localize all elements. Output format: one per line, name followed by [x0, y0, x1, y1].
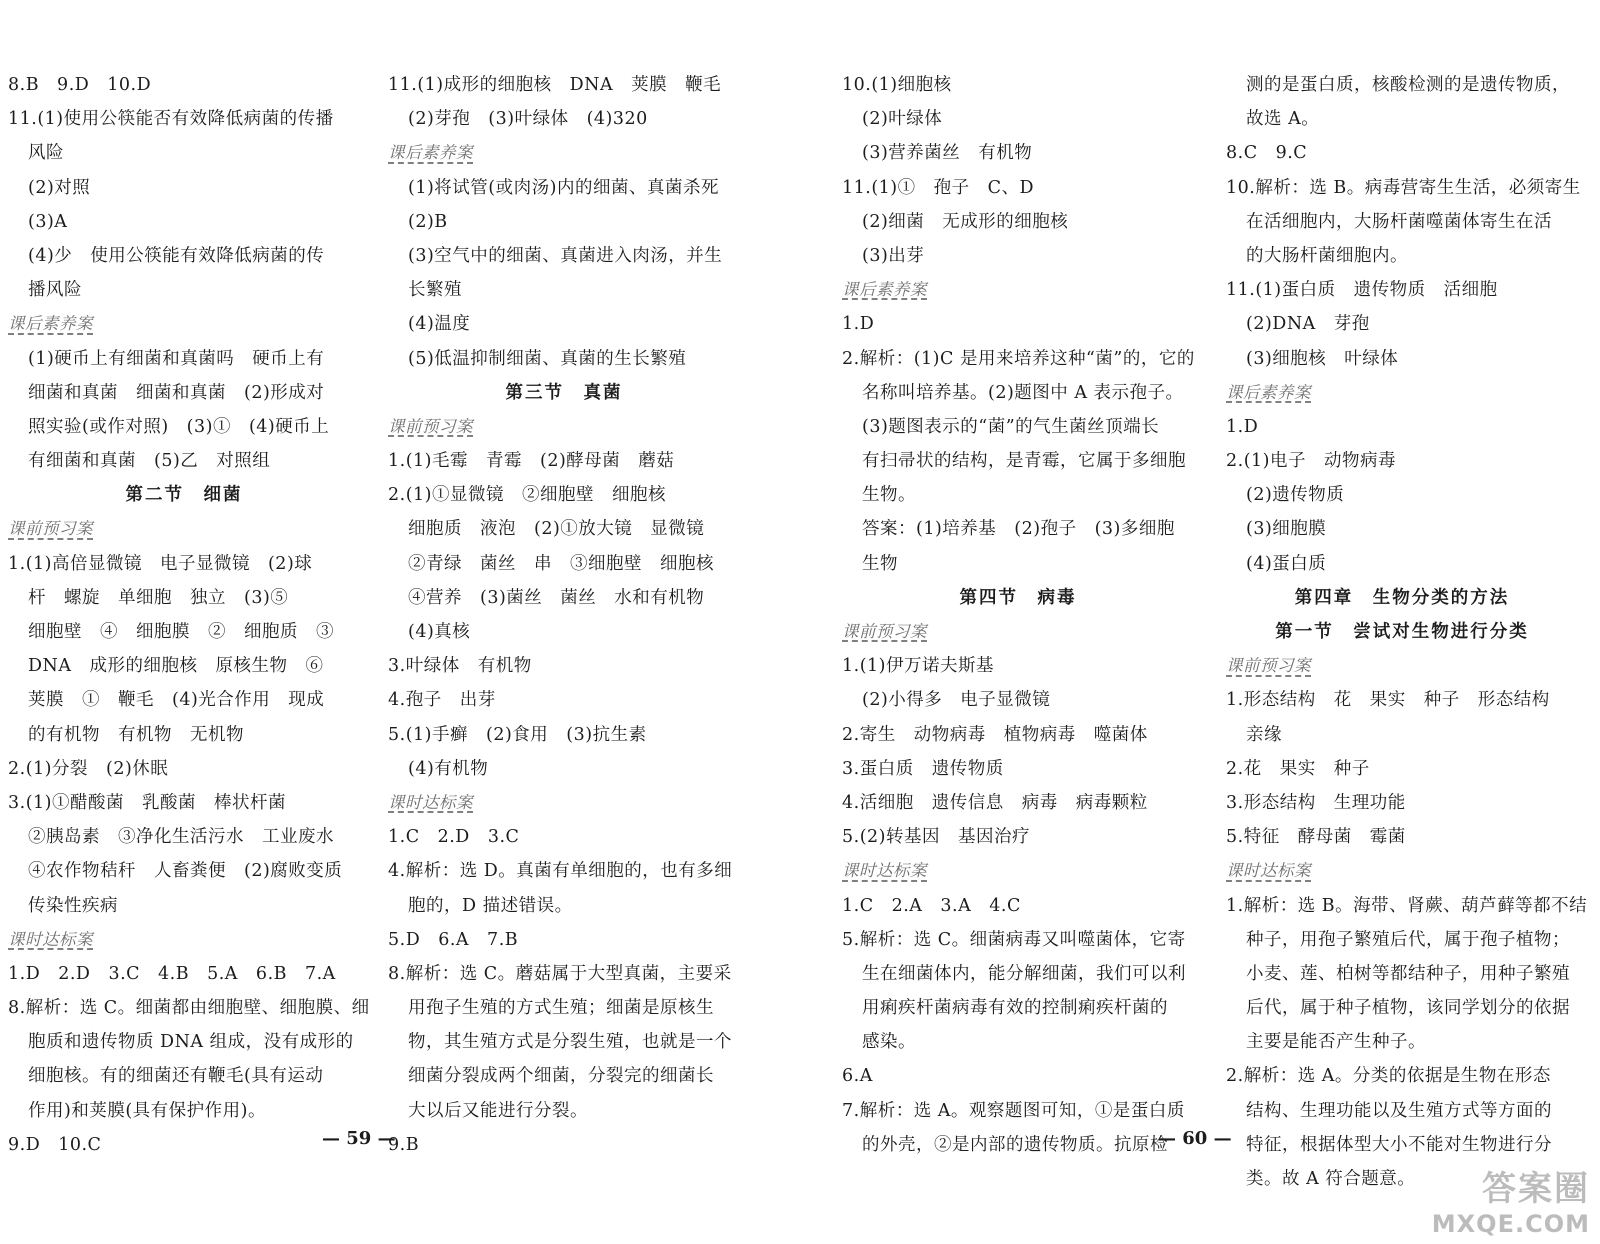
answer-line: (2)DNA 芽孢: [1246, 314, 1370, 335]
answer-line: 风险: [28, 143, 64, 164]
answer-line: 9.D 10.C: [8, 1134, 102, 1155]
section-tag-label: 课后素养案: [8, 314, 93, 334]
answer-line: 有扫帚状的结构，是青霉，它属于多细胞: [862, 451, 1186, 472]
answer-line: 故选 A。: [1246, 109, 1320, 130]
answer-line: 细胞壁 ④ 细胞膜 ② 细胞质 ③: [28, 622, 334, 642]
answer-line: 1.C 2.D 3.C: [388, 827, 520, 848]
answer-line: 后代，属于种子植物，该同学划分的依据: [1246, 998, 1570, 1019]
answer-line: 名称叫培养基。(2)题图中 A 表示孢子。: [862, 382, 1184, 403]
answer-line: 1.C 2.A 3.A 4.C: [842, 895, 1021, 916]
answer-line: 8.解析：选 C。细菌都由细胞壁、细胞膜、细: [8, 998, 370, 1019]
answer-line: 9.B: [388, 1134, 420, 1155]
answer-line: 1.(1)伊万诺夫斯基: [842, 656, 994, 677]
section-tag: [1226, 854, 1578, 888]
answer-line: 长繁殖: [408, 280, 462, 301]
section-tag: [8, 307, 360, 341]
section-tag-label: 课后素养案: [388, 143, 473, 163]
answer-line: 结构、生理功能以及生殖方式等方面的: [1246, 1100, 1552, 1121]
section-tag: [388, 136, 740, 170]
watermark-url: MXQE.COM: [1431, 1210, 1590, 1238]
answer-line: 荚膜 ① 鞭毛 (4)光合作用 现成: [28, 690, 325, 711]
answer-column-2: [388, 68, 740, 1162]
answer-line: 的外壳，②是内部的遗传物质。抗原检: [862, 1134, 1168, 1155]
answer-line: 2.(1)电子 动物病毒: [1226, 451, 1396, 472]
answer-line: 5.特征 酵母菌 霉菌: [1226, 827, 1406, 848]
answer-line: 11.(1)蛋白质 遗传物质 活细胞: [1226, 280, 1498, 301]
answer-line: 作用)和荚膜(具有保护作用)。: [28, 1100, 266, 1121]
section-heading: 第二节 细菌: [125, 485, 243, 506]
section-heading: 第一节 尝试对生物进行分类: [1275, 622, 1529, 642]
answer-line: (3)题图表示的“菌”的气生菌丝顶端长: [862, 416, 1160, 437]
answer-line: 亲缘: [1246, 724, 1282, 745]
section-tag-label: 课时达标案: [1226, 861, 1311, 881]
section-tag-label: 课后素养案: [1226, 382, 1311, 402]
section-tag: [842, 615, 1194, 649]
answer-line: 照实验(或作对照) (3)① (4)硬币上: [28, 416, 330, 437]
answer-line: (2)B: [408, 211, 448, 232]
section-tag: [8, 512, 360, 546]
answer-line: 胞质和遗传物质 DNA 组成，没有成形的: [28, 1032, 354, 1053]
answer-line: 3.形态结构 生理功能: [1226, 792, 1406, 813]
answer-line: (3)A: [28, 211, 68, 232]
answer-line: 的大肠杆菌细胞内。: [1246, 245, 1408, 266]
answer-line: 杆 螺旋 单细胞 独立 (3)⑤: [28, 587, 289, 608]
answer-line: 细菌和真菌 细菌和真菌 (2)形成对: [28, 382, 325, 403]
answer-line: 8.解析：选 C。蘑菇属于大型真菌，主要采: [388, 963, 732, 984]
answer-line: 2.解析：选 A。分类的依据是生物在形态: [1226, 1066, 1551, 1087]
section-tag-label: 课前预习案: [8, 519, 93, 539]
answer-line: 1.解析：选 B。海带、肾蕨、葫芦藓等都不结: [1226, 895, 1588, 916]
answer-line: 2.寄生 动物病毒 植物病毒 噬菌体: [842, 724, 1148, 745]
answer-line: 生在细菌体内，能分解细菌，我们可以利: [862, 963, 1186, 984]
answer-line: 生物: [862, 553, 898, 574]
answer-line: (3)出芽: [862, 245, 925, 266]
answer-line: 有细菌和真菌 (5)乙 对照组: [28, 451, 271, 472]
answer-line: 特征，根据体型大小不能对生物进行分: [1246, 1134, 1552, 1155]
answer-line: 1.D 2.D 3.C 4.B 5.A 6.B 7.A: [8, 963, 336, 984]
answer-line: (1)硬币上有细菌和真菌吗 硬币上有: [28, 348, 325, 369]
answer-line: (2)叶绿体: [862, 109, 943, 130]
answer-line: 4.孢子 出芽: [388, 690, 496, 711]
answer-line: (4)温度: [408, 314, 471, 335]
answer-line: 2.解析：(1)C 是用来培养这种“菌”的，它的: [842, 348, 1195, 369]
answer-line: 3.叶绿体 有机物: [388, 656, 532, 677]
answer-column-3: [842, 68, 1194, 1162]
section-tag: [388, 786, 740, 820]
answer-line: 5.D 6.A 7.B: [388, 929, 519, 950]
answer-line: (3)营养菌丝 有机物: [862, 143, 1033, 164]
answer-line: 大以后又能进行分裂。: [408, 1100, 588, 1121]
section-tag: [8, 923, 360, 957]
answer-line: 用痢疾杆菌病毒有效的控制痢疾杆菌的: [862, 998, 1168, 1019]
answer-line: 1.D: [1226, 416, 1259, 437]
answer-line: 细胞质 液泡 (2)①放大镜 显微镜: [408, 519, 705, 540]
answer-line: ④农作物秸秆 人畜粪便 (2)腐败变质: [28, 861, 343, 882]
answer-line: (2)遗传物质: [1246, 485, 1345, 506]
section-tag-label: 课前预习案: [842, 622, 927, 641]
answer-line: 5.(2)转基因 基因治疗: [842, 827, 1030, 848]
answer-line: 6.A: [842, 1066, 873, 1087]
answer-line: 细胞核。有的细菌还有鞭毛(具有运动: [28, 1066, 324, 1087]
answer-line: 传染性疾病: [28, 895, 118, 916]
section-tag: [1226, 376, 1578, 410]
answer-line: 小麦、莲、柏树等都结种子，用种子繁殖: [1246, 963, 1570, 984]
answer-line: ④营养 (3)菌丝 菌丝 水和有机物: [408, 587, 705, 608]
answer-column-1: [8, 68, 370, 1162]
answer-line: 11.(1)使用公筷能否有效降低病菌的传播: [8, 109, 334, 130]
answer-line: 在活细胞内，大肠杆菌噬菌体寄生在活: [1246, 211, 1552, 232]
answer-line: 3.(1)①醋酸菌 乳酸菌 棒状杆菌: [8, 792, 286, 813]
answer-line: DNA 成形的细胞核 原核生物 ⑥: [28, 656, 324, 677]
answer-line: 8.C 9.C: [1226, 143, 1308, 164]
answer-line: 2.花 果实 种子: [1226, 758, 1370, 779]
section-heading: 第四节 病毒: [959, 587, 1077, 608]
answer-line: 11.(1)① 孢子 C、D: [842, 177, 1035, 198]
watermark-text: 答案圈: [1482, 1169, 1590, 1209]
answer-line: 1.D: [842, 314, 875, 335]
answer-line: 种子，用孢子繁殖后代，属于孢子植物；: [1246, 929, 1570, 950]
answer-line: 感染。: [862, 1032, 916, 1053]
answer-line: 2.(1)分裂 (2)休眠: [8, 758, 169, 779]
section-tag-label: 课时达标案: [8, 929, 93, 949]
section-tag-label: 课时达标案: [388, 792, 473, 812]
section-tag: [842, 854, 1194, 888]
answer-line: (3)细胞膜: [1246, 519, 1327, 540]
answer-line: 4.解析：选 D。真菌有单细胞的，也有多细: [388, 861, 733, 882]
page-number-right: — 60 —: [1158, 1128, 1232, 1149]
answer-line: 3.蛋白质 遗传物质: [842, 758, 1004, 779]
section-tag-label: 课时达标案: [842, 861, 927, 881]
answer-line: 答案：(1)培养基 (2)孢子 (3)多细胞: [862, 519, 1175, 540]
answer-line: (2)对照: [28, 177, 91, 198]
answer-line: ②胰岛素 ③净化生活污水 工业废水: [28, 827, 334, 848]
section-tag-label: 课后素养案: [842, 280, 927, 300]
answer-line: 5.解析：选 C。细菌病毒又叫噬菌体，它寄: [842, 929, 1186, 950]
answer-line: 1.(1)毛霉 青霉 (2)酵母菌 蘑菇: [388, 451, 675, 472]
section-tag-label: 课前预习案: [1226, 656, 1311, 676]
answer-line: 7.解析：选 A。观察题图可知，①是蛋白质: [842, 1100, 1185, 1121]
answer-line: 10.解析：选 B。病毒营寄生生活，必须寄生: [1226, 177, 1581, 198]
answer-line: (1)将试管(或肉汤)内的细菌、真菌杀死: [408, 177, 719, 198]
answer-line: (4)真核: [408, 622, 471, 642]
answer-line: (5)低温抑制细菌、真菌的生长繁殖: [408, 348, 687, 369]
answer-line: (4)少 使用公筷能有效降低病菌的传: [28, 245, 325, 266]
answer-line: 用孢子生殖的方式生殖；细菌是原核生: [408, 998, 714, 1019]
answer-line: 测的是蛋白质，核酸检测的是遗传物质，: [1246, 75, 1570, 95]
answer-line: 的有机物 有机物 无机物: [28, 724, 244, 745]
answer-line: 物，其生殖方式是分裂生殖，也就是一个: [408, 1032, 732, 1053]
answer-line: 4.活细胞 遗传信息 病毒 病毒颗粒: [842, 792, 1148, 813]
answer-line: 主要是能否产生种子。: [1246, 1032, 1426, 1053]
section-tag-label: 课前预习案: [388, 416, 473, 436]
answer-line: 类。故 A 符合题意。: [1246, 1169, 1416, 1189]
answer-line: 2.(1)①显微镜 ②细胞壁 细胞核: [388, 485, 666, 506]
answer-line: 1.形态结构 花 果实 种子 形态结构: [1226, 690, 1550, 711]
answer-line: (4)蛋白质: [1246, 553, 1327, 574]
answer-line: 5.(1)手癣 (2)食用 (3)抗生素: [388, 724, 647, 745]
answer-line: (3)细胞核 叶绿体: [1246, 348, 1399, 369]
watermark-logo: [1432, 1161, 1590, 1238]
answer-line: ②青绿 菌丝 串 ③细胞壁 细胞核: [408, 553, 714, 574]
answer-line: (3)空气中的细菌、真菌进入肉汤，并生: [408, 245, 723, 266]
section-tag: [388, 410, 740, 444]
section-heading: 第三节 真菌: [505, 382, 623, 403]
answer-line: (2)芽孢 (3)叶绿体 (4)320: [408, 109, 648, 130]
section-tag: [1226, 649, 1578, 683]
answer-line: 11.(1)成形的细胞核 DNA 荚膜 鞭毛: [388, 75, 722, 95]
answer-column-4: [1226, 68, 1588, 1196]
answer-line: 10.(1)细胞核: [842, 75, 952, 95]
answer-line: 播风险: [28, 280, 82, 301]
answer-line: (2)细菌 无成形的细胞核: [862, 211, 1069, 232]
answer-line: 细菌分裂成两个细菌，分裂完的细菌长: [408, 1066, 714, 1087]
answer-line: 8.B 9.D 10.D: [8, 75, 152, 95]
section-tag: [842, 273, 1194, 307]
page-number-left: — 59 —: [322, 1128, 396, 1149]
section-heading: 第四章 生物分类的方法: [1294, 587, 1510, 608]
answer-line: (4)有机物: [408, 758, 489, 779]
answer-line: 胞的，D 描述错误。: [408, 895, 573, 916]
answer-line: 生物。: [862, 485, 916, 506]
answer-line: 1.(1)高倍显微镜 电子显微镜 (2)球: [8, 553, 313, 574]
answer-line: (2)小得多 电子显微镜: [862, 690, 1051, 711]
